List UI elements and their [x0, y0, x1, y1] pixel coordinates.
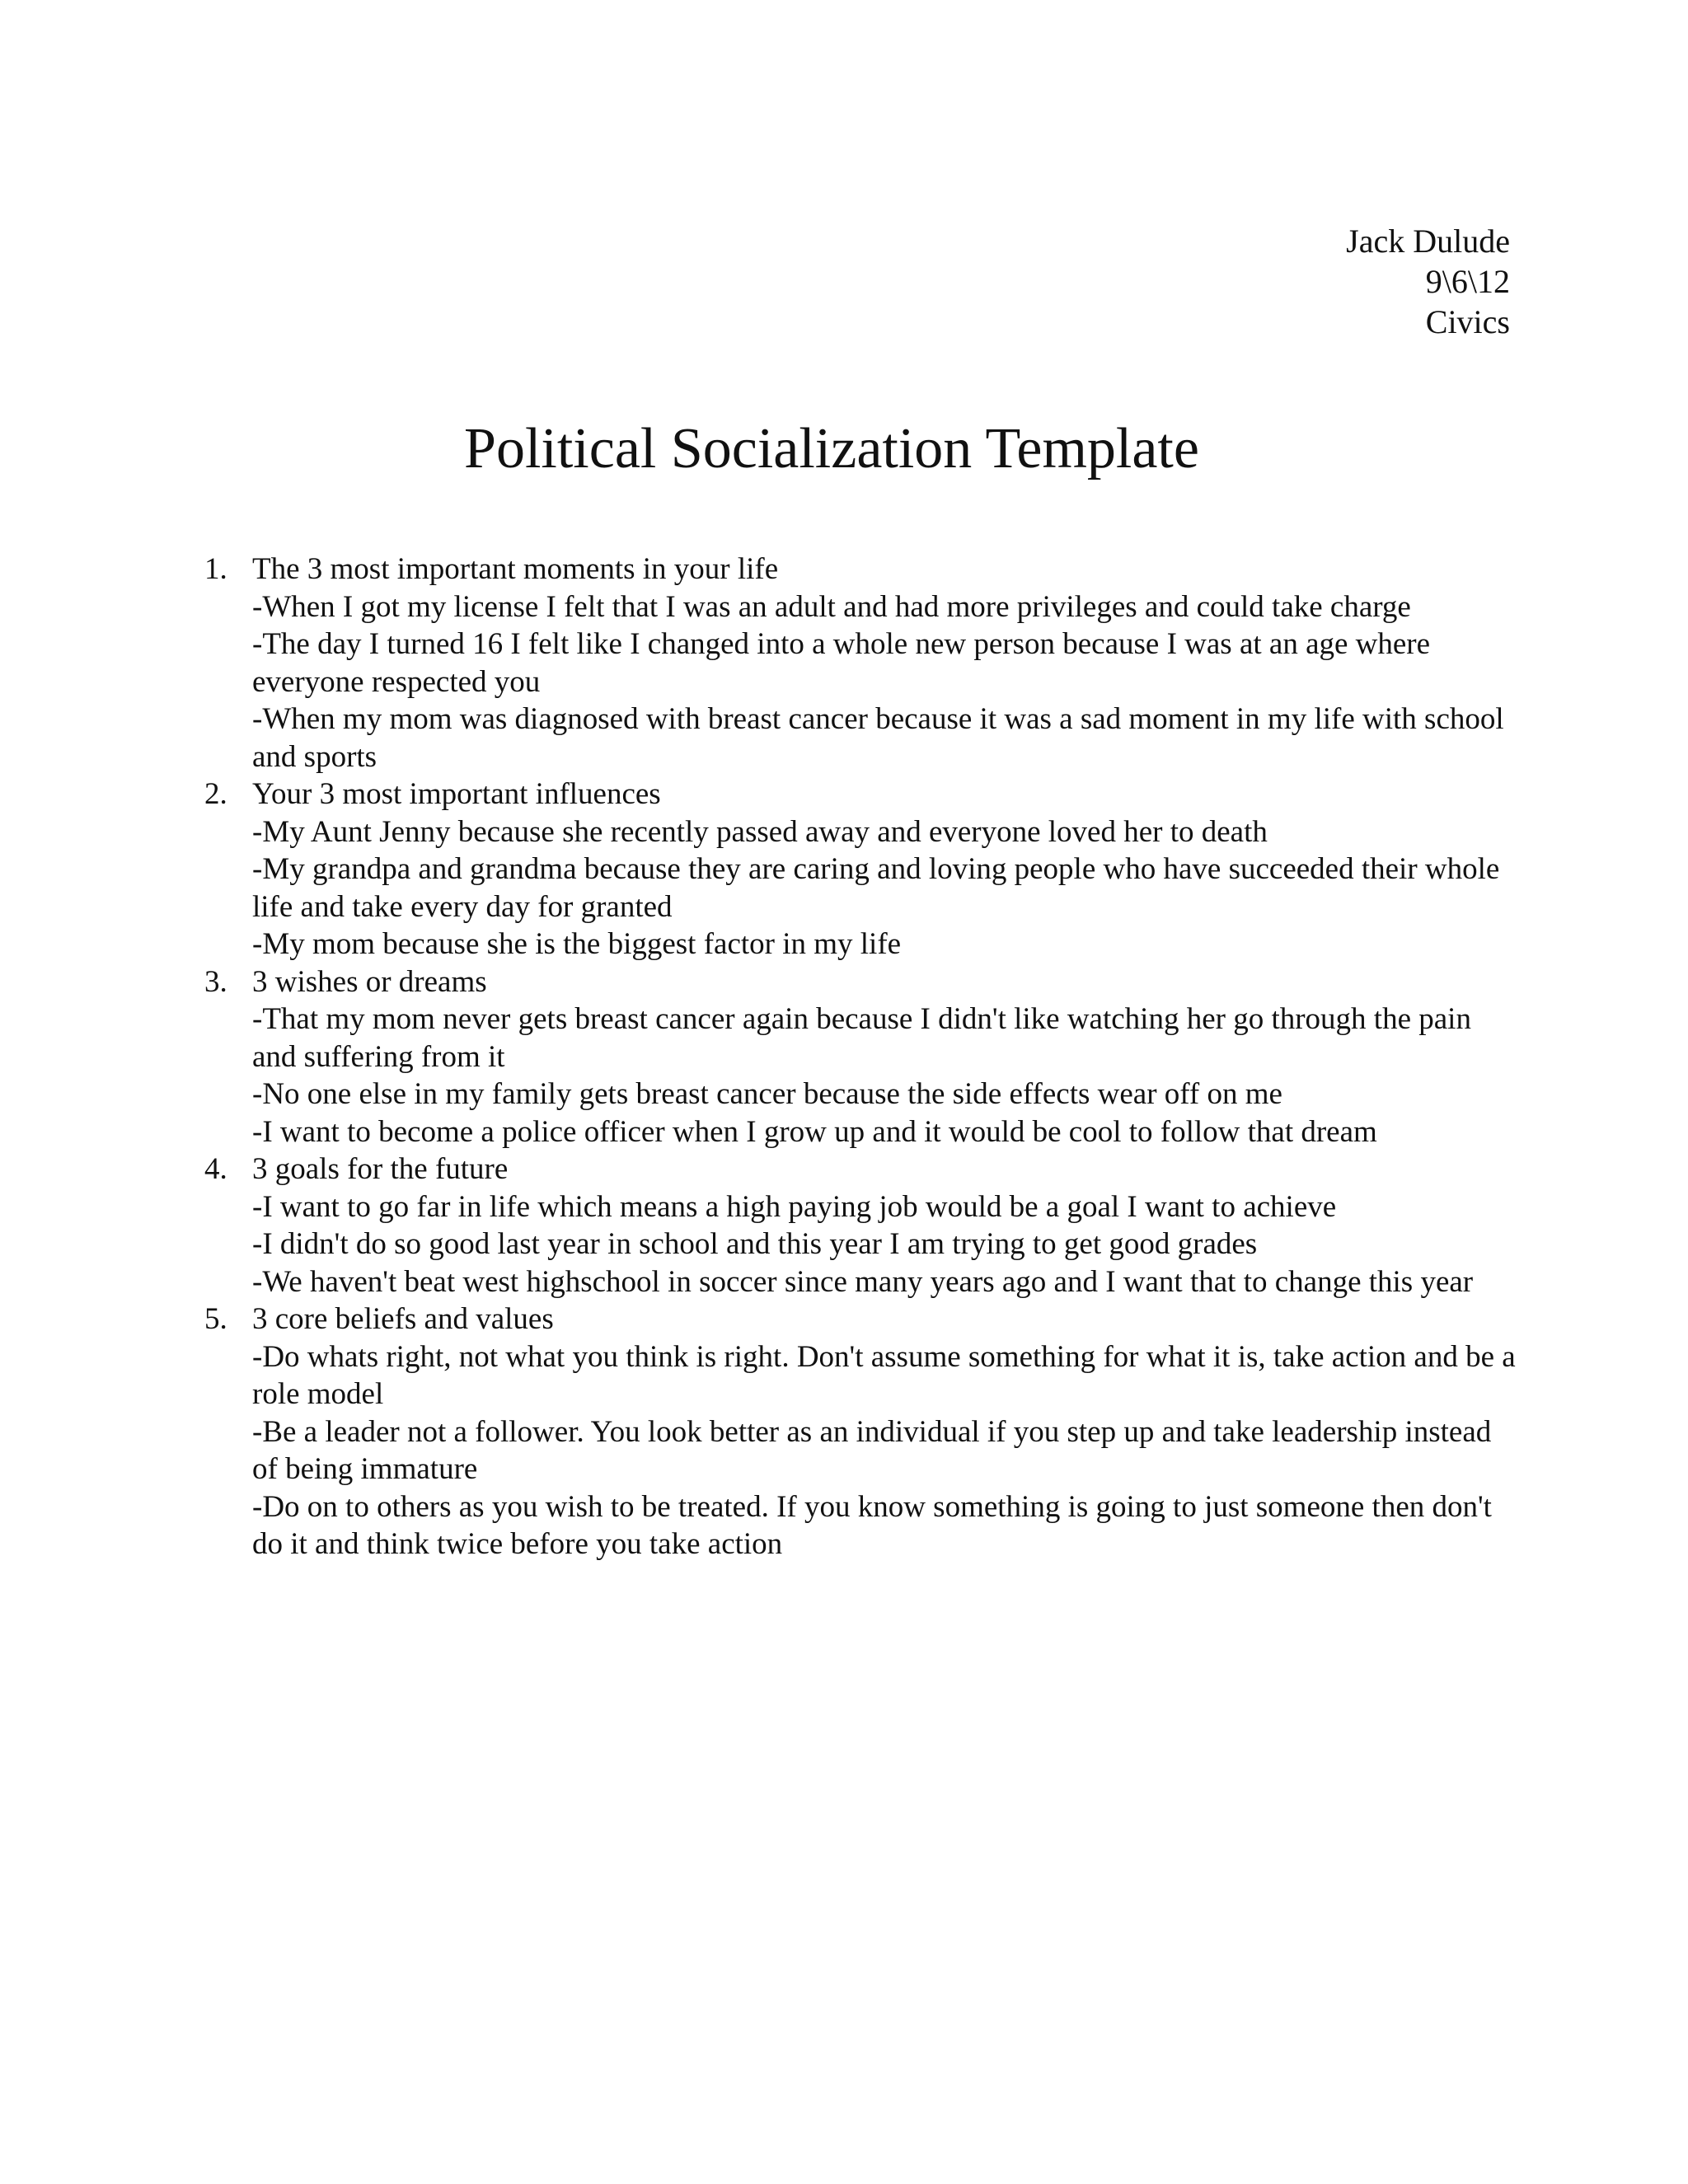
question-prompt: 3 wishes or dreams — [252, 964, 487, 999]
answer-line: -When my mom was diagnosed with breast cancer because it was a sad moment in my life with school and sports — [252, 702, 1504, 774]
question-prompt: 3 core beliefs and values — [252, 1302, 554, 1336]
question-item-1 — [204, 551, 1522, 776]
answer-line: -That my mom never gets breast cancer again because I didn't like watching her go through the pain and suffering from it — [252, 1002, 1471, 1074]
document-title: Political Socialization Template — [464, 417, 1199, 480]
question-item-2 — [204, 776, 1522, 963]
answer-line: -My grandpa and grandma because they are caring and loving people who have succeeded their whole life and take every day for granted — [252, 852, 1500, 924]
answer-line: -The day I turned 16 I felt like I changed into a whole new person because I was at an age where everyone respected you — [252, 627, 1431, 699]
question-number: 2. — [204, 777, 227, 811]
answer-line: -I want to become a police officer when I grow up and it would be cool to follow that dream — [252, 1114, 1377, 1149]
header-block — [1346, 221, 1510, 342]
answer-line: -My mom because she is the biggest factor in my life — [252, 927, 902, 961]
question-item-4 — [204, 1151, 1522, 1301]
question-number: 3. — [204, 964, 227, 999]
question-item-5 — [204, 1301, 1522, 1563]
answer-line: -Be a leader not a follower. You look better as an individual if you step up and take leadership instead of being immature — [252, 1414, 1492, 1486]
question-prompt: 3 goals for the future — [252, 1152, 509, 1186]
answer-line: -My Aunt Jenny because she recently passed away and everyone loved her to death — [252, 814, 1268, 849]
answer-line: -Do whats right, not what you think is right. Don't assume something for what it is, take action and be a role model — [252, 1339, 1516, 1411]
class-subject: Civics — [1425, 303, 1510, 340]
answer-line: -Do on to others as you wish to be treated. If you know something is going to just someone then don't do it and think twice before you take action — [252, 1489, 1492, 1561]
question-prompt: The 3 most important moments in your life — [252, 552, 779, 586]
question-number: 1. — [204, 552, 227, 586]
answer-line: -We haven't beat west highschool in soccer since many years ago and I want that to change this year — [252, 1264, 1474, 1299]
answer-line: -I didn't do so good last year in school and this year I am trying to get good grades — [252, 1227, 1258, 1261]
question-number: 5. — [204, 1302, 227, 1336]
question-item-3 — [204, 963, 1522, 1151]
author-name: Jack Dulude — [1346, 223, 1510, 260]
question-list — [204, 551, 1522, 1563]
question-number: 4. — [204, 1152, 227, 1186]
question-prompt: Your 3 most important influences — [252, 777, 661, 811]
document-date: 9\6\12 — [1425, 263, 1510, 300]
answer-line: -I want to go far in life which means a high paying job would be a goal I want to achieve — [252, 1189, 1337, 1224]
answer-line: -When I got my license I felt that I was an adult and had more privileges and could take charge — [252, 589, 1411, 624]
answer-line: -No one else in my family gets breast cancer because the side effects wear off on me — [252, 1077, 1282, 1111]
